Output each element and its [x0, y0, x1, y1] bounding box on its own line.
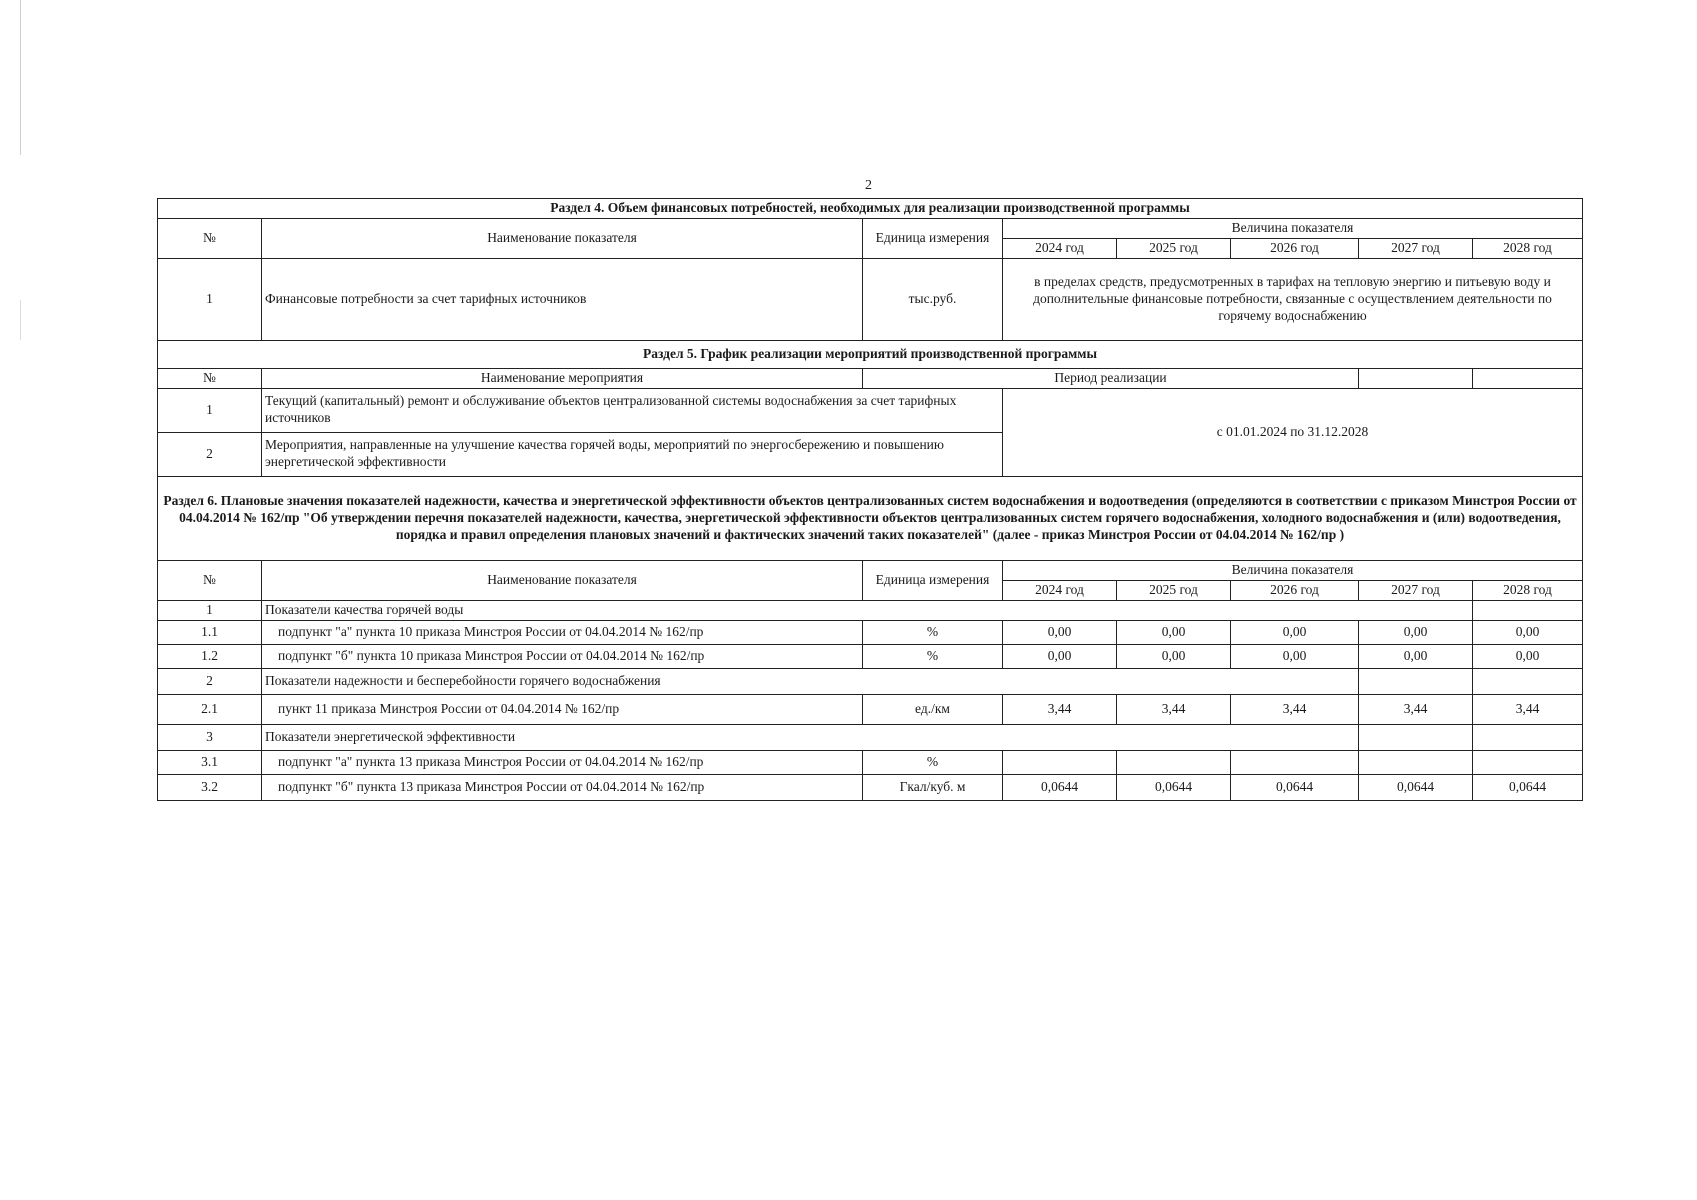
indicator-value [1117, 750, 1231, 774]
section4-row-value: в пределах средств, предусмотренных в тарифах на тепловую энергию и питьевую воду и дополнительные финансовые потребности, связанные с осуществлением деятельности по горячему водоснабжению [1003, 258, 1583, 340]
section4-header-num: № [158, 219, 262, 259]
indicator-value: 0,00 [1003, 620, 1117, 644]
indicator-row-num: 3.1 [158, 750, 262, 774]
empty-cell [1473, 600, 1583, 620]
section5-row-name: Мероприятия, направленные на улучшение качества горячей воды, мероприятий по энергосбережению и повышению энергетической эффективности [262, 432, 1003, 476]
section6-title: Раздел 6. Плановые значения показателей надежности, качества и энергетической эффективности объектов централизованных систем водоснабжения и водоотведения (определяются в соответствии с приказом Минстроя России от 04.04.2014 № 162/пр "Об утверждении перечня показателей надежности, качества, энергетической эффективности объектов централизованных систем горячего водоснабжения, холодного водоснабжения и (или) водоотведения, порядка и правил определения плановых значений и фактических значений таких показателей" (далее - приказ Минстроя России от 04.04.2014 № 162/пр ) [158, 476, 1583, 560]
section5-header-num: № [158, 368, 262, 388]
section4-row-unit: тыс.руб. [863, 258, 1003, 340]
indicator-value [1231, 750, 1359, 774]
section5-row-name: Текущий (капитальный) ремонт и обслуживание объектов централизованной системы водоснабжения за счет тарифных источников [262, 388, 1003, 432]
indicator-value [1359, 750, 1473, 774]
section4-year-header: 2028 год [1473, 238, 1583, 258]
indicator-value: 3,44 [1117, 694, 1231, 724]
section5-header-name: Наименование мероприятия [262, 368, 863, 388]
empty-cell [1473, 668, 1583, 694]
indicator-row-name: подпункт "а" пункта 10 приказа Минстроя России от 04.04.2014 № 162/пр [262, 620, 863, 644]
indicator-row-num: 1.2 [158, 644, 262, 668]
section6-header-name: Наименование показателя [262, 560, 863, 600]
indicator-row-unit: % [863, 644, 1003, 668]
indicator-value: 0,0644 [1473, 774, 1583, 800]
section5-title: Раздел 5. График реализации мероприятий производственной программы [158, 340, 1583, 368]
empty-cell [1359, 668, 1473, 694]
group-row-name: Показатели надежности и бесперебойности горячего водоснабжения [262, 668, 1359, 694]
indicator-row-unit: Гкал/куб. м [863, 774, 1003, 800]
indicator-row-unit: % [863, 620, 1003, 644]
indicator-value: 0,00 [1231, 620, 1359, 644]
indicator-value: 0,00 [1359, 620, 1473, 644]
indicator-value: 3,44 [1473, 694, 1583, 724]
indicator-value: 0,00 [1473, 620, 1583, 644]
indicator-value: 0,0644 [1231, 774, 1359, 800]
indicator-value: 0,0644 [1117, 774, 1231, 800]
section4-header-name: Наименование показателя [262, 219, 863, 259]
indicator-value: 3,44 [1359, 694, 1473, 724]
empty-cell [1359, 368, 1473, 388]
section5-row-num: 2 [158, 432, 262, 476]
section6-header-num: № [158, 560, 262, 600]
production-program-table [157, 198, 1583, 801]
section6-header-value: Величина показателя [1003, 560, 1583, 580]
indicator-row-num: 2.1 [158, 694, 262, 724]
indicator-row-num: 3.2 [158, 774, 262, 800]
empty-cell [1473, 724, 1583, 750]
group-row-name: Показатели качества горячей воды [262, 600, 1473, 620]
indicator-row-name: подпункт "б" пункта 10 приказа Минстроя России от 04.04.2014 № 162/пр [262, 644, 863, 668]
section4-year-header: 2027 год [1359, 238, 1473, 258]
empty-cell [1473, 368, 1583, 388]
group-row-num: 3 [158, 724, 262, 750]
indicator-value: 0,00 [1003, 644, 1117, 668]
section6-year-header: 2024 год [1003, 580, 1117, 600]
indicator-value: 0,00 [1231, 644, 1359, 668]
indicator-value: 0,0644 [1359, 774, 1473, 800]
indicator-value: 0,00 [1473, 644, 1583, 668]
indicator-value [1473, 750, 1583, 774]
indicator-value: 3,44 [1231, 694, 1359, 724]
indicator-row-name: подпункт "б" пункта 13 приказа Минстроя России от 04.04.2014 № 162/пр [262, 774, 863, 800]
section4-row-name: Финансовые потребности за счет тарифных источников [262, 258, 863, 340]
page-number: 2 [865, 178, 872, 193]
group-row-num: 1 [158, 600, 262, 620]
indicator-row-num: 1.1 [158, 620, 262, 644]
empty-cell [1359, 724, 1473, 750]
indicator-value: 0,00 [1117, 620, 1231, 644]
indicator-row-name: подпункт "а" пункта 13 приказа Минстроя России от 04.04.2014 № 162/пр [262, 750, 863, 774]
indicator-value [1003, 750, 1117, 774]
section6-year-header: 2026 год [1231, 580, 1359, 600]
section4-header-unit: Единица измерения [863, 219, 1003, 259]
indicator-value: 0,00 [1117, 644, 1231, 668]
group-row-name: Показатели энергетической эффективности [262, 724, 1359, 750]
indicator-row-unit: % [863, 750, 1003, 774]
section5-row-num: 1 [158, 388, 262, 432]
indicator-value: 3,44 [1003, 694, 1117, 724]
section6-year-header: 2027 год [1359, 580, 1473, 600]
indicator-row-unit: ед./км [863, 694, 1003, 724]
section4-title: Раздел 4. Объем финансовых потребностей, необходимых для реализации производственной программы [158, 199, 1583, 219]
section4-year-header: 2024 год [1003, 238, 1117, 258]
section5-period-value: с 01.01.2024 по 31.12.2028 [1003, 388, 1583, 476]
section4-year-header: 2025 год [1117, 238, 1231, 258]
indicator-value: 0,0644 [1003, 774, 1117, 800]
section5-header-period: Период реализации [863, 368, 1359, 388]
scan-edge-mark [20, 300, 21, 340]
indicator-value: 0,00 [1359, 644, 1473, 668]
section6-year-header: 2028 год [1473, 580, 1583, 600]
section6-year-header: 2025 год [1117, 580, 1231, 600]
section4-row-num: 1 [158, 258, 262, 340]
indicator-row-name: пункт 11 приказа Минстроя России от 04.04.2014 № 162/пр [262, 694, 863, 724]
section4-header-value: Величина показателя [1003, 219, 1583, 239]
section4-year-header: 2026 год [1231, 238, 1359, 258]
group-row-num: 2 [158, 668, 262, 694]
scan-edge-mark [20, 0, 21, 155]
section6-header-unit: Единица измерения [863, 560, 1003, 600]
